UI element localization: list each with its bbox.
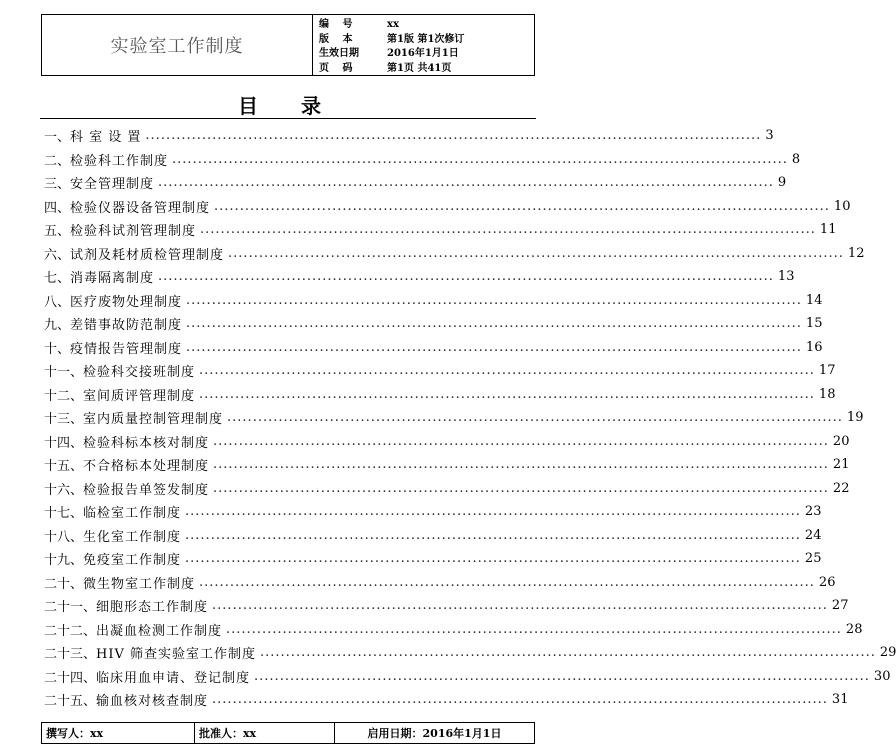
toc-entry-number: 十一、 — [44, 365, 84, 381]
toc-dot-leader: ........................................................................................................................ — [186, 292, 802, 308]
toc-dot-leader: ........................................................................................................................ — [260, 645, 876, 661]
toc-entry-page: 15 — [805, 316, 823, 332]
toc-dot-leader: ........................................................................................................................ — [199, 386, 815, 402]
toc-entry-page: 20 — [832, 433, 850, 449]
toc-entry-page: 26 — [818, 574, 836, 590]
toc-dot-leader: ........................................................................................................................ — [145, 128, 762, 144]
toc-entry[interactable] — [44, 124, 774, 148]
toc-entry[interactable] — [44, 171, 787, 195]
meta-value: 2016年1月1日 — [387, 48, 459, 59]
toc-dot-leader: ........................................................................................................................ — [227, 410, 843, 426]
toc-entry-page: 27 — [831, 598, 849, 614]
toc-entry-number: 十九、 — [44, 553, 84, 569]
toc-entry-page: 30 — [873, 668, 891, 684]
toc-entry-title: 检验科标本核对制度 — [83, 435, 210, 451]
toc-entry-number: 十七、 — [44, 506, 84, 522]
toc-entry-title: 差错事故防范制度 — [70, 318, 183, 334]
toc-entry-page: 14 — [805, 292, 823, 308]
toc-entry[interactable] — [44, 148, 801, 172]
toc-entry-number: 二十三、 — [44, 647, 97, 663]
toc-entry[interactable] — [44, 500, 822, 524]
toc-entry-number: 三、 — [44, 177, 71, 193]
toc-entry[interactable] — [44, 618, 863, 642]
toc-dot-leader: ........................................................................................................................ — [213, 433, 829, 449]
toc-entry[interactable] — [44, 453, 850, 477]
toc-entry-title: 输血核对核查制度 — [96, 694, 209, 710]
start-date-field: 启用日期：2016年1月1日 — [367, 727, 502, 740]
toc-entry-title: 出凝血检测工作制度 — [96, 623, 223, 639]
toc-entry-number: 二十二、 — [44, 623, 97, 639]
toc-entry-title: 临床用血申请、登记制度 — [96, 670, 251, 686]
toc-entry-title: 免疫室工作制度 — [83, 553, 182, 569]
toc-entry-page: 17 — [818, 363, 836, 379]
toc-dot-leader: ........................................................................................................................ — [199, 574, 815, 590]
toc-entry-page: 19 — [846, 410, 864, 426]
toc-entry-number: 二十、 — [44, 576, 84, 592]
document-header-table — [41, 14, 535, 76]
toc-entry[interactable] — [44, 312, 823, 336]
toc-dot-leader: ........................................................................................................................ — [226, 621, 842, 637]
approver-field: 批准人：xx — [195, 723, 335, 743]
toc-dot-leader: ........................................................................................................................ — [185, 551, 801, 567]
toc-entry-number: 十六、 — [44, 482, 84, 498]
toc-entry-title: 科 室 设 置 — [70, 130, 142, 146]
meta-row-version — [319, 33, 534, 48]
toc-entry-number: 八、 — [44, 294, 71, 310]
toc-entry-number: 十三、 — [44, 412, 84, 428]
toc-entry-page: 18 — [818, 386, 836, 402]
toc-dot-leader: ........................................................................................................................ — [212, 692, 828, 708]
toc-entry-number: 二十四、 — [44, 670, 97, 686]
meta-key: 版 本 — [319, 33, 358, 45]
toc-entry-page: 16 — [805, 339, 823, 355]
toc-entry-title: 细胞形态工作制度 — [96, 600, 209, 616]
toc-entry-title: 检验仪器设备管理制度 — [70, 200, 211, 216]
toc-dot-leader: ........................................................................................................................ — [213, 480, 829, 496]
toc-entry-page: 28 — [845, 621, 863, 637]
meta-row-effective-date — [319, 47, 534, 62]
table-of-contents — [44, 124, 896, 712]
toc-entry-page: 9 — [777, 175, 787, 191]
toc-dot-leader: ........................................................................................................................ — [200, 222, 816, 238]
toc-entry[interactable] — [44, 406, 864, 430]
toc-entry-number: 十、 — [44, 341, 71, 357]
toc-entry-page: 10 — [833, 198, 851, 214]
toc-dot-leader: ........................................................................................................................ — [254, 668, 870, 684]
toc-dot-leader: ........................................................................................................................ — [185, 527, 801, 543]
toc-entry-page: 13 — [777, 269, 795, 285]
toc-entry-number: 五、 — [44, 224, 71, 240]
toc-dot-leader: ........................................................................................................................ — [199, 363, 815, 379]
toc-entry-page: 21 — [832, 457, 850, 473]
toc-entry-number: 二十五、 — [44, 694, 97, 710]
toc-entry-title: 微生物室工作制度 — [83, 576, 196, 592]
toc-dot-leader: ........................................................................................................................ — [186, 316, 802, 332]
toc-entry-title: 临检室工作制度 — [83, 506, 182, 522]
toc-dot-leader: ........................................................................................................................ — [186, 339, 802, 355]
toc-dot-leader: ........................................................................................................................ — [212, 598, 828, 614]
toc-dot-leader: ........................................................................................................................ — [158, 269, 774, 285]
toc-entry-number: 七、 — [44, 271, 71, 287]
toc-dot-leader: ........................................................................................................................ — [214, 198, 830, 214]
toc-entry-title: 试剂及耗材质检管理制度 — [70, 247, 225, 263]
toc-entry[interactable] — [44, 665, 891, 689]
meta-value: 第1版 第1次修订 — [387, 33, 465, 45]
toc-entry-title: 安全管理制度 — [70, 177, 155, 193]
meta-row-code — [319, 18, 534, 33]
toc-entry-number: 二、 — [44, 153, 71, 169]
toc-entry-title: HIV 筛查实验室工作制度 — [96, 647, 257, 663]
toc-entry-page: 31 — [831, 692, 849, 708]
toc-entry-page: 11 — [819, 222, 837, 238]
toc-entry[interactable] — [44, 430, 850, 454]
toc-entry[interactable] — [44, 289, 823, 313]
toc-entry-page: 23 — [804, 504, 822, 520]
toc-entry-title: 医疗废物处理制度 — [70, 294, 183, 310]
toc-entry[interactable] — [44, 218, 837, 242]
toc-entry-number: 九、 — [44, 318, 71, 334]
toc-entry-title: 检验科交接班制度 — [83, 365, 196, 381]
toc-entry-title: 不合格标本处理制度 — [83, 459, 210, 475]
toc-entry[interactable] — [44, 195, 851, 219]
toc-entry-page: 3 — [765, 128, 774, 144]
toc-dot-leader: ........................................................................................................................ — [185, 504, 801, 520]
toc-entry-title: 室内质量控制管理制度 — [83, 412, 224, 428]
toc-entry-page: 29 — [879, 645, 896, 661]
toc-entry-title: 室间质评管理制度 — [83, 388, 196, 404]
toc-entry[interactable] — [44, 547, 822, 571]
toc-entry-number: 十八、 — [44, 529, 84, 545]
toc-dot-leader: ........................................................................................................................ — [172, 151, 788, 167]
toc-entry-title: 检验报告单签发制度 — [83, 482, 210, 498]
meta-value: xx — [387, 19, 399, 30]
toc-entry-page: 22 — [832, 480, 850, 496]
meta-value: 第1页 共41页 — [387, 62, 452, 74]
toc-entry[interactable] — [44, 242, 865, 266]
toc-entry[interactable] — [44, 571, 836, 595]
toc-entry-number: 十五、 — [44, 459, 84, 475]
toc-entry-page: 12 — [847, 245, 865, 261]
toc-entry-number: 十二、 — [44, 388, 84, 404]
toc-entry-title: 生化室工作制度 — [83, 529, 182, 545]
toc-entry-number: 十四、 — [44, 435, 84, 451]
toc-entry-page: 24 — [804, 527, 822, 543]
toc-entry[interactable] — [44, 524, 822, 548]
toc-entry-title: 检验科试剂管理制度 — [70, 224, 197, 240]
toc-entry[interactable] — [44, 265, 795, 289]
meta-key: 页 码 — [319, 62, 358, 74]
document-footer — [41, 722, 535, 744]
toc-entry[interactable] — [44, 477, 850, 501]
toc-entry-number: 一、 — [44, 130, 71, 146]
document-title: 实验室工作制度 — [42, 15, 313, 75]
toc-entry[interactable] — [44, 594, 849, 618]
toc-title: 目 录 — [238, 94, 339, 118]
document-meta — [313, 15, 534, 75]
toc-entry[interactable] — [44, 336, 823, 360]
toc-entry[interactable] — [44, 383, 836, 407]
toc-dot-leader: ........................................................................................................................ — [158, 175, 774, 191]
meta-row-page — [319, 62, 534, 77]
toc-dot-leader: ........................................................................................................................ — [213, 457, 829, 473]
toc-entry-number: 二十一、 — [44, 600, 97, 616]
meta-key: 生效日期 — [319, 48, 359, 59]
toc-entry-page: 25 — [804, 551, 822, 567]
toc-entry-title: 检验科工作制度 — [70, 153, 169, 169]
toc-entry-number: 六、 — [44, 247, 71, 263]
toc-dot-leader: ........................................................................................................................ — [228, 245, 844, 261]
toc-entry-page: 8 — [791, 151, 801, 167]
author-field: 撰写人：xx — [42, 723, 195, 743]
toc-entry-title: 疫情报告管理制度 — [70, 341, 183, 357]
toc-divider — [40, 118, 536, 119]
toc-entry-title: 消毒隔离制度 — [70, 271, 155, 287]
meta-key: 编 号 — [319, 19, 358, 30]
toc-entry[interactable] — [44, 688, 849, 712]
toc-entry-number: 四、 — [44, 200, 71, 216]
toc-entry[interactable] — [44, 641, 896, 665]
toc-entry[interactable] — [44, 359, 836, 383]
